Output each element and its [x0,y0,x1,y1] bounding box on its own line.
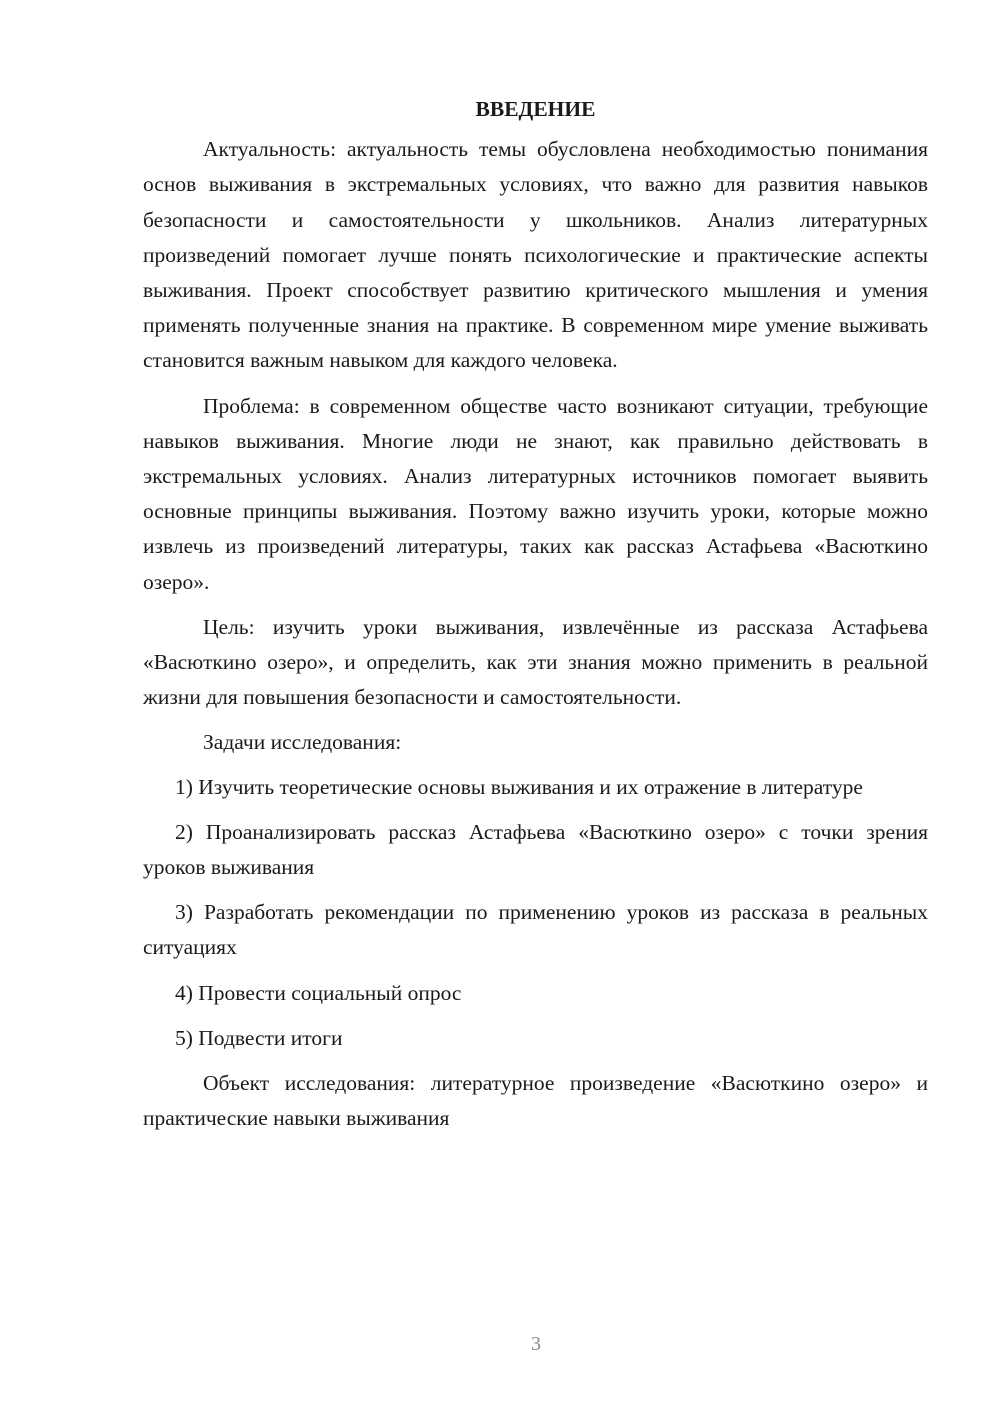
paragraph-relevance: Актуальность: актуальность темы обусловлена необходимостью понимания основ выживания в экстремальных условиях, что важно для развития навыков безопасности и самостоятельности у школьников. Анализ литературных произведений помогает лучше понять психологические и практические аспекты выживания. Проект способствует развитию критического мышления и умения применять полученные знания на практике. В современном мире умение выживать становится важным навыком для каждого человека. [143,137,928,373]
page-number: 3 [531,1333,541,1355]
paragraph-problem: Проблема: в современном обществе часто возникают ситуации, требующие навыков выживания. Многие люди не знают, как правильно действовать в экстремальных условиях. Анализ литературных источников помогает выявить основные принципы выживания. Поэтому важно изучить уроки, которые можно извлечь из произведений литературы, таких как рассказ Астафьева «Васюткино озеро». [143,393,928,594]
task-item: 1) Изучить теоретические основы выживания и их отражение в литературе [175,774,863,799]
paragraph-goal: Цель: изучить уроки выживания, извлечённые из рассказа Астафьева «Васюткино озеро», и определить, как эти знания можно применить в реальной жизни для повышения безопасности и самостоятельности. [143,614,928,710]
task-item: 4) Провести социальный опрос [175,980,462,1005]
task-item: 2) Проанализировать рассказ Астафьева «Васюткино озеро» с точки зрения уроков выживания [143,819,928,880]
section-title: ВВЕДЕНИЕ [475,97,596,121]
document-body [143,92,928,1136]
task-item: 5) Подвести итоги [175,1025,343,1050]
task-item: 3) Разработать рекомендации по применению уроков из рассказа в реальных ситуациях [143,900,928,960]
tasks-heading: Задачи исследования: [203,730,402,755]
tasks-list [143,770,928,1056]
paragraph-object: Объект исследования: литературное произведение «Васюткино озеро» и практические навыки выживания [143,1071,928,1131]
